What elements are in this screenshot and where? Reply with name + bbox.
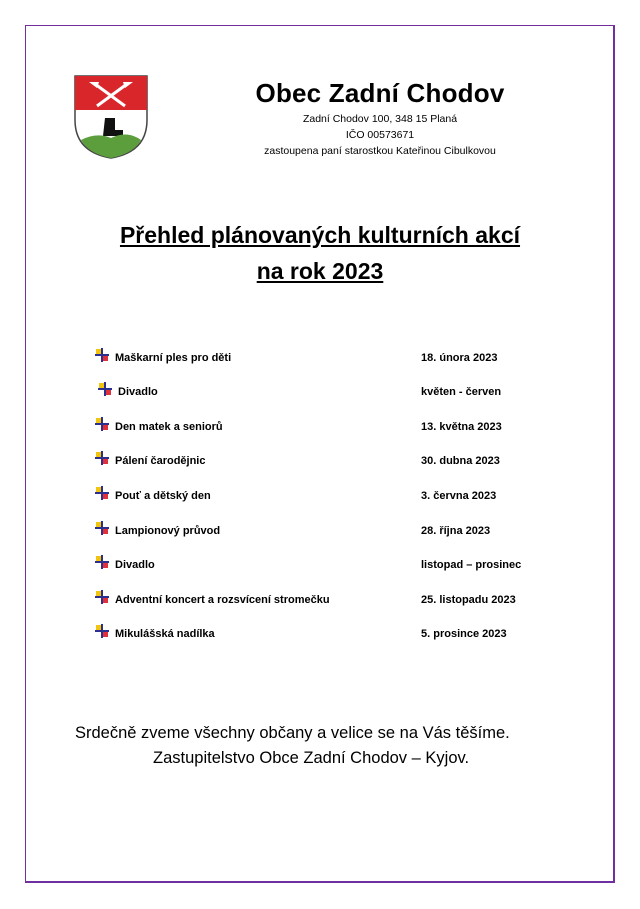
- event-name: Divadlo: [118, 386, 158, 398]
- invitation-text: Srdečně zveme všechny občany a velice se na Vás těšíme.: [75, 724, 510, 742]
- event-name: Mikulášská nadílka: [115, 628, 215, 640]
- cross-bullet-icon: [95, 624, 109, 638]
- page-heading-line2: na rok 2023: [256, 258, 384, 284]
- event-name: Pálení čarodějnic: [115, 455, 206, 467]
- municipality-title: Obec Zadní Chodov: [255, 78, 505, 108]
- list-item: [95, 523, 535, 541]
- event-date: květen - červen: [421, 386, 502, 398]
- event-name: Pouť a dětský den: [115, 490, 211, 502]
- list-item: [98, 384, 538, 402]
- signature-text: Zastupitelstvo Obce Zadní Chodov – Kyjov.: [153, 749, 470, 767]
- page-heading-line1: Přehled plánovaných kulturních akcí: [119, 222, 521, 248]
- cross-bullet-icon: [95, 521, 109, 535]
- list-item: [95, 453, 535, 471]
- list-item: [95, 350, 535, 368]
- cross-bullet-icon: [95, 417, 109, 431]
- coat-of-arms-icon: [73, 74, 149, 160]
- list-item: [95, 592, 535, 610]
- address-line: Zadní Chodov 100, 348 15 Planá: [302, 113, 458, 125]
- event-date: 18. února 2023: [421, 352, 498, 364]
- representative-line: zastoupena paní starostkou Kateřinou Cibulkovou: [264, 145, 496, 157]
- cross-bullet-icon: [95, 590, 109, 604]
- list-item: [95, 488, 535, 506]
- event-date: 13. května 2023: [421, 421, 502, 433]
- cross-bullet-icon: [95, 486, 109, 500]
- event-name: Lampionový průvod: [115, 525, 221, 537]
- cross-bullet-icon: [98, 382, 112, 396]
- event-date: 30. dubna 2023: [421, 455, 500, 467]
- event-date: listopad – prosinec: [421, 559, 522, 571]
- event-name: Maškarní ples pro děti: [115, 352, 232, 364]
- list-item: [95, 419, 535, 437]
- event-name: Divadlo: [115, 559, 155, 571]
- event-date: 3. června 2023: [421, 490, 497, 502]
- cross-bullet-icon: [95, 348, 109, 362]
- event-date: 28. října 2023: [421, 525, 491, 537]
- event-name: Den matek a seniorů: [115, 421, 223, 433]
- cross-bullet-icon: [95, 555, 109, 569]
- event-date: 25. listopadu 2023: [421, 594, 516, 606]
- list-item: [95, 557, 535, 575]
- event-date: 5. prosince 2023: [421, 628, 507, 640]
- list-item: [95, 626, 535, 644]
- event-name: Adventní koncert a rozsvícení stromečku: [115, 594, 330, 606]
- ico-line: IČO 00573671: [345, 129, 415, 141]
- cross-bullet-icon: [95, 451, 109, 465]
